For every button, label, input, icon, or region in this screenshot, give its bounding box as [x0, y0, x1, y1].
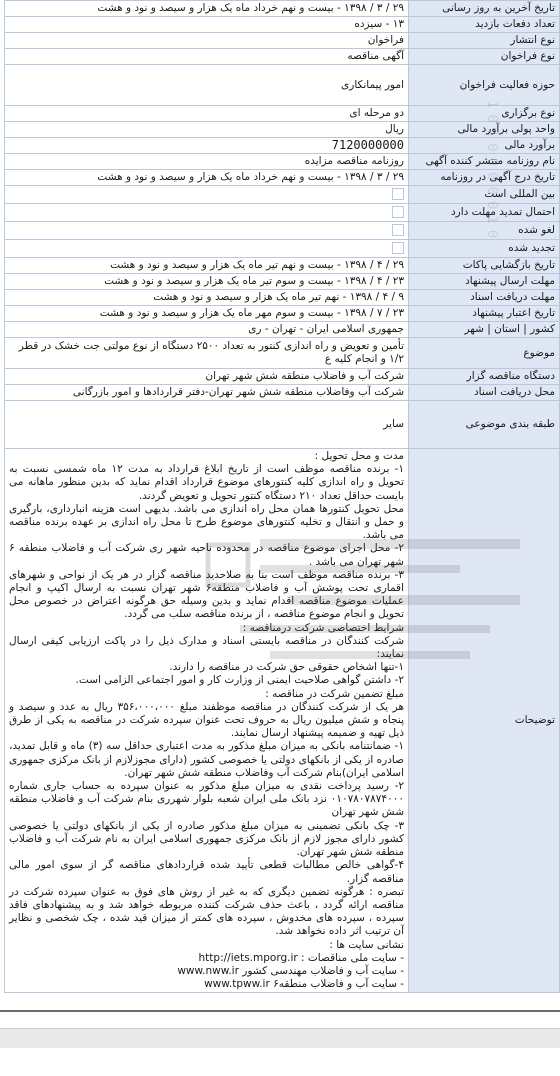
- organizer-label: دستگاه مناقصه گزار: [409, 369, 560, 385]
- notes-line: ۱- برنده مناقصه موظف است از تاریخ ابلاغ قرارداد به مدت ۱۲ ماه شمسی نسبت به تحویل و راه اندازی کلیه کنتورهای موضوع قرارداد اقدام نماید که بدین منظور ماهانه می بایست حداقل تعداد ۲۱۰ دستگاه کنتور تحویل و تعویض گردند.: [9, 463, 404, 502]
- activity-label: حوزه فعالیت فراخوان: [409, 65, 560, 106]
- notes-line: تبصره : هرگونه تضمین دیگری که به غیر از روش های فوق به عنوان سپرده شرکت در مناقصه ارائه گردد ، باعث حذف شرکت کننده مربوطه خواهد شد و به پیشنهادهای فاقد سپرده ، سپرده های مخدوش ، سپرده های کمتر از میزان قید شده ، چک شخصی و نظایر آن ترتیب اثر داده نخواهد شد.: [9, 885, 404, 938]
- subject-label: موضوع: [409, 338, 560, 369]
- validity-label: تاریخ اعتبار پیشنهاد: [409, 306, 560, 322]
- renewed-checkbox: [392, 242, 404, 254]
- tender-details-table: [4, 0, 560, 993]
- last-update-label: تاریخ آخرین به روز رسانی: [409, 1, 560, 17]
- notes-line: هر یک از شرکت کنندگان در مناقصه موظفند مبلغ ۳۵۶،۰۰۰،۰۰۰ ریال به عدد و سیصد و پنجاه و شش میلیون ریال به حروف تحت عنوان سپرده شرکت در مناقصه به یکی از طرق ذیل تهیه و ضمیمه پیشنهاد ارسال نمایند.: [9, 700, 404, 740]
- row-activity: [5, 65, 560, 106]
- watermark-vertical: 1010000010: [484, 100, 500, 245]
- organizer-value: شرکت آب و فاضلاب منطقه شش شهر تهران: [5, 369, 409, 385]
- newspaper-date-label: تاریخ درج آگهی در روزنامه: [409, 170, 560, 186]
- notes-line: - سایت آب و فاضلاب مهندسی کشور www.nww.ir: [177, 964, 404, 977]
- call-type-label: نوع فراخوان: [409, 49, 560, 65]
- bottom-divider: [0, 1010, 560, 1012]
- row-docs-place: [5, 385, 560, 401]
- cancelled-checkbox: [392, 224, 404, 236]
- row-publish-type: [5, 33, 560, 49]
- notes-line: شرایط اختصاصی شرکت درمناقصه :: [242, 621, 404, 634]
- activity-value: امور پیمانکاری: [5, 65, 409, 106]
- rows-top: [5, 1, 560, 65]
- docs-deadline-label: مهلت دریافت اسناد: [409, 290, 560, 306]
- notes-label: توضیحات: [409, 449, 560, 993]
- notes-line: محل تحویل کنتورها همان محل راه اندازی می باشد. بدیهی است هزینه انبارداری، بارگیری و حمل و انتقال و تخلیه کنتورهای موضوع طرح تا محل راه اندازی بر عهده برنده مناقصه می باشد.: [9, 502, 404, 542]
- notes-line: مدت و محل تحویل :: [314, 450, 404, 462]
- notes-value: [5, 449, 409, 993]
- category-value: سایر: [5, 401, 409, 449]
- row-renewed: [5, 240, 560, 258]
- row-newspaper: [5, 154, 560, 170]
- notes-line: ۲- محل اجرای موضوع مناقصه در محدوده ناحیه شهر ری شرکت آب و فاضلاب منطقه ۶ شهر تهران می باشد .: [9, 542, 404, 568]
- cancelled-value: [5, 222, 409, 240]
- docs-place-label: محل دریافت اسناد: [409, 385, 560, 401]
- row-estimate: [5, 138, 560, 154]
- hold-type-value: دو مرحله ای: [5, 106, 409, 122]
- row-international: [5, 186, 560, 204]
- row-currency: [5, 122, 560, 138]
- notes-line: ۲- رسید پرداخت نقدی به میزان مبلغ مذکور به عنوان سپرده به حساب جاری شماره ۰۱۰۷۸۰۷۸۷۴۰۰۰ نزد بانک ملی ایران شعبه بلوار شهرری بنام شرکت آب و فاضلاب منطقه شش شهر تهران: [9, 780, 404, 819]
- estimate-label: برآورد مالی: [409, 138, 560, 154]
- location-value: جمهوری اسلامی ایران - تهران - ری: [5, 322, 409, 338]
- row-cancelled: [5, 222, 560, 240]
- row-submit-deadline: [5, 274, 560, 290]
- international-label: بین المللی است: [409, 186, 560, 204]
- notes-line: ۳- چک بانکی تضمینی به میزان مبلغ مذکور صادره از یکی از بانکهای دولتی یا خصوصی کشور دارای مجوز لازم از بانک مرکزی جمهوری اسلامی ایران به نام شرکت آب و فاضلاب منطقه شش شهر تهران.: [9, 819, 404, 859]
- submit-deadline-label: مهلت ارسال پیشنهاد: [409, 274, 560, 290]
- renewed-value: [5, 240, 409, 258]
- row-opening-date: [5, 258, 560, 274]
- docs-deadline-value: ۹ / ۴ / ۱۳۹۸ - نهم تیر ماه یک هزار و سیصد و نود و هشت: [5, 290, 409, 306]
- publish-type-value: فراخوان: [5, 33, 409, 49]
- row-subject: [5, 338, 560, 369]
- notes-line: مبلغ تضمین شرکت در مناقصه :: [265, 687, 404, 700]
- row-visit-count: [5, 17, 560, 33]
- notes-line: ۲- داشتن گواهی صلاحیت ایمنی از وزارت کار و امور اجتماعی الزامی است.: [75, 674, 404, 687]
- category-label: طبقه بندی موضوعی: [409, 401, 560, 449]
- row-last-update: [5, 1, 560, 17]
- row-newspaper-date: [5, 170, 560, 186]
- rows-mid: [5, 106, 560, 322]
- newspaper-value: روزنامه مناقصه مزایده: [5, 154, 409, 170]
- extension-checkbox: [392, 206, 404, 218]
- cancelled-label: لغو شده: [409, 222, 560, 240]
- currency-label: واحد پولی برآورد مالی: [409, 122, 560, 138]
- extension-value: [5, 204, 409, 222]
- row-category: [5, 401, 560, 449]
- hold-type-label: نوع برگزاری: [409, 106, 560, 122]
- docs-place-value: شرکت آب وفاضلاب منطقه شش شهر تهران-دفتر قراردادها و امور بازرگانی: [5, 385, 409, 401]
- validity-value: ۲۳ / ۷ / ۱۳۹۸ - بیست و سوم مهر ماه یک هزار و سیصد و نود و هشت: [5, 306, 409, 322]
- subject-value: تأمین و تعویض و راه اندازی کنتور به تعداد ۲۵۰۰ دستگاه از نوع مولتی جت خشک در قطر ۱/۲ و انجام کلیه ع: [5, 338, 409, 369]
- row-location: [5, 322, 560, 338]
- international-value: [5, 186, 409, 204]
- notes-line: ۳- برنده مناقصه موظف است بنا به صلاحدید مناقصه گزار در هر یک از نواحی و شهرهای اقماری تحت پوشش آب و فاضلاب منطقه۶ شهر تهران نسبت به ارسال اکیپ و انجام عملیات موضوع مناقصه اقدام نماید و بدین وسیله حق هرگونه اعتراض در خصوص محل تحویل و انجام موضوع مناقصه ، از برنده مناقصه سلب می گردد.: [9, 568, 404, 621]
- notes-line: - سایت آب و فاضلاب منطقه۶ www.tpww.ir: [204, 978, 404, 991]
- publish-type-label: نوع انتشار: [409, 33, 560, 49]
- row-docs-deadline: [5, 290, 560, 306]
- estimate-value: 7120000000: [5, 138, 409, 154]
- international-checkbox: [392, 188, 404, 200]
- notes-line: ۱-تنها اشخاص حقوقی حق شرکت در مناقصه را دارند.: [169, 661, 404, 674]
- row-validity: [5, 306, 560, 322]
- visit-count-label: تعداد دفعات بازدید: [409, 17, 560, 33]
- notes-line: ۴-گواهی خالص مطالبات قطعی تأیید شده قراردادهای مناقصه گر از سوی امور مالی مناقصه گزار.: [9, 859, 404, 885]
- notes-line: ۱- ضمانتنامه بانکی به میزان مبلغ مذکور به مدت اعتباری حداقل سه (۳) ماه و قابل تمدید، صادره از یکی از بانکهای دولتی یا خصوصی کشور (دارای مجوزلازم از بانک مرکزی جمهوری اسلامی ایران)بنام شرکت آب وفاضلاب منطقه شش شهر تهران.: [9, 740, 404, 779]
- submit-deadline-value: ۲۳ / ۴ / ۱۳۹۸ - بیست و سوم تیر ماه یک هزار و سیصد و نود و هشت: [5, 274, 409, 290]
- row-notes: [5, 449, 560, 993]
- bottom-scrollbar[interactable]: [0, 1028, 560, 1048]
- extension-label: احتمال تمدید مهلت دارد: [409, 204, 560, 222]
- row-extension: [5, 204, 560, 222]
- notes-line: نشانی سایت ها :: [329, 938, 404, 951]
- row-hold-type: [5, 106, 560, 122]
- renewed-label: تجدید شده: [409, 240, 560, 258]
- opening-date-label: تاریخ بازگشایی پاکات: [409, 258, 560, 274]
- call-type-value: آگهی مناقصه: [5, 49, 409, 65]
- notes-line: - سایت ملی مناقصات : http://iets.mporg.ir: [198, 951, 404, 964]
- notes-line: شرکت کنندگان در مناقصه بایستی اسناد و مدارک ذیل را در پاکت ارزیابی کیفی ارسال نمایند:: [9, 634, 404, 661]
- opening-date-value: ۲۹ / ۴ / ۱۳۹۸ - بیست و نهم تیر ماه یک هزار و سیصد و نود و هشت: [5, 258, 409, 274]
- visit-count-value: ۱۳ - سیزده: [5, 17, 409, 33]
- newspaper-label: نام روزنامه منتشر کننده آگهی: [409, 154, 560, 170]
- last-update-value: ۲۹ / ۳ / ۱۳۹۸ - بیست و نهم خرداد ماه یک هزار و سیصد و نود و هشت: [5, 1, 409, 17]
- location-label: کشور | استان | شهر: [409, 322, 560, 338]
- row-call-type: [5, 49, 560, 65]
- newspaper-date-value: ۲۹ / ۳ / ۱۳۹۸ - بیست و نهم خرداد ماه یک هزار و سیصد و نود و هشت: [5, 170, 409, 186]
- row-organizer: [5, 369, 560, 385]
- currency-value: ریال: [5, 122, 409, 138]
